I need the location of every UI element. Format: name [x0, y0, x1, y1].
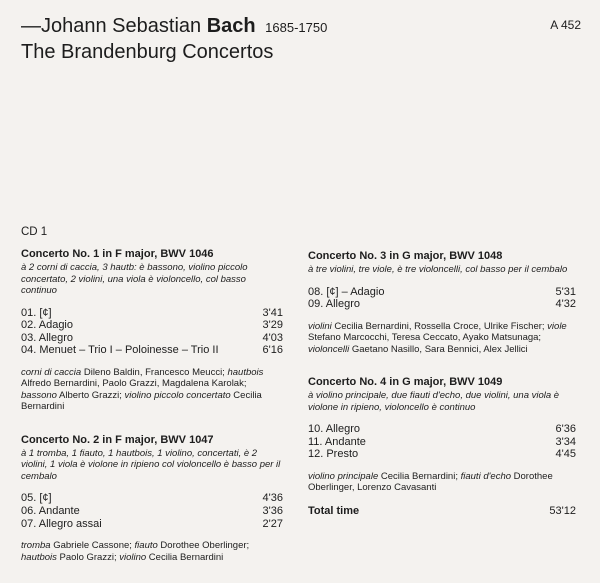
performer-names: Dorothee Oberlinger, Lorenzo Cavasanti: [308, 470, 553, 494]
performer-names: Cecilia Bernardini;: [378, 470, 461, 482]
performer-role: corni di caccia: [21, 366, 82, 378]
concerto-block: [21, 247, 283, 413]
performer-names: Cecilia Bernardini: [21, 389, 262, 413]
performer-names: Cecilia Bernardini: [146, 551, 224, 563]
composer-dates: 1685-1750: [265, 20, 328, 35]
performer-names: Dorothee Oberlinger;: [157, 540, 250, 552]
track-title: 05. [¢]: [21, 492, 52, 505]
track-row: [21, 319, 283, 332]
performer-role: fiauti d'echo: [460, 470, 512, 482]
track-list: [308, 423, 576, 461]
track-row: [308, 436, 576, 449]
track-row: [308, 298, 576, 311]
cd-label: CD 1: [21, 226, 48, 238]
performer-role: violino principale: [308, 470, 379, 482]
track-row: [21, 307, 283, 320]
performer-credits: [21, 367, 283, 413]
performer-role: tromba: [21, 540, 51, 552]
concerto-title: Concerto No. 4 in G major, BWV 1049: [308, 376, 503, 389]
track-title: 04. Menuet – Trio I – Poloinesse – Trio II: [21, 344, 219, 357]
performer-names: Stefano Marcocchi, Teresa Ceccato, Ayako Matsunaga;: [308, 332, 542, 344]
track-row: [21, 505, 283, 518]
track-duration: 4'45: [555, 448, 576, 461]
catalog-number: A 452: [550, 18, 581, 32]
concerto-block: [308, 249, 576, 355]
concerto-block: [308, 375, 576, 494]
performer-names: Cecilia Bernardini, Rossella Croce, Ulrike Fischer;: [331, 320, 548, 332]
track-title: 10. Allegro: [308, 423, 360, 436]
performer-role: violoncelli: [308, 343, 350, 355]
track-title: 03. Allegro: [21, 331, 73, 344]
track-duration: 5'31: [555, 285, 576, 298]
performer-names: Gabriele Cassone;: [50, 540, 135, 552]
performer-names: Alberto Grazzi;: [56, 389, 125, 401]
performer-names: Paolo Grazzi;: [56, 551, 120, 563]
track-duration: 4'03: [262, 331, 283, 344]
work-title: The Brandenburg Concertos: [21, 41, 274, 63]
total-time-row: [308, 505, 576, 517]
composer-prefix: —Johann Sebastian: [21, 15, 207, 37]
performer-role: violino: [119, 551, 147, 563]
total-time-label: Total time: [308, 505, 360, 517]
performer-credits: [308, 471, 576, 494]
track-title: 01. [¢]: [21, 306, 52, 319]
performer-role: bassono: [21, 389, 57, 401]
composer-line: [21, 14, 581, 40]
performer-names: Dileno Baldin, Francesco Meucci;: [81, 366, 228, 378]
performer-names: Gaetano Nasillo, Sara Bennici, Alex Jellici: [349, 343, 528, 355]
track-row: [21, 332, 283, 345]
performer-names: Alfredo Bernardini, Paolo Grazzi, Magdalena Karolak;: [21, 378, 247, 390]
track-row: [21, 344, 283, 357]
performer-credits: [308, 321, 576, 356]
left-column: [21, 247, 283, 583]
track-list: [21, 307, 283, 357]
track-duration: 4'36: [262, 492, 283, 505]
concerto-title: Concerto No. 3 in G major, BWV 1048: [308, 250, 503, 262]
track-row: [21, 492, 283, 505]
track-title: 02. Adagio: [21, 319, 73, 332]
concerto-scoring: à violino principale, due fiauti d'echo, due violini, una viola è violone in ripieno, violoncello è continuo: [308, 390, 560, 413]
track-title: 09. Allegro: [308, 298, 360, 311]
performer-role: hautbois: [227, 366, 264, 378]
track-row: [308, 448, 576, 461]
header: [21, 14, 581, 64]
concerto-title: Concerto No. 1 in F major, BWV 1046: [21, 248, 214, 260]
concerto-title: Concerto No. 2 in F major, BWV 1047: [21, 433, 214, 446]
track-title: 06. Andante: [21, 504, 80, 517]
track-duration: 4'32: [555, 298, 576, 311]
track-duration: 3'29: [262, 319, 283, 332]
concerto-scoring: à tre violini, tre viole, è tre violoncelli, col basso per il cembalo: [308, 264, 568, 275]
total-time-value: 53'12: [549, 505, 576, 517]
track-duration: 3'41: [262, 306, 283, 319]
track-row: [308, 286, 576, 299]
track-title: 07. Allegro assai: [21, 517, 102, 530]
concerto-scoring: à 2 corni di caccia, 3 hautb: è bassono, violino piccolo concertato, 2 violini, una viola è violoncello, col basso continuo: [21, 262, 248, 296]
concerto-scoring: à 1 tromba, 1 fiauto, 1 hautbois, 1 violino, concertati, è 2 violini, 1 viola è violone in ripieno col violoncello è basso per il cembalo: [21, 447, 281, 482]
track-duration: 3'36: [262, 504, 283, 517]
track-duration: 6'36: [555, 423, 576, 436]
track-list: [308, 286, 576, 311]
performer-role: violini: [308, 320, 332, 332]
composer-last-name: Bach: [206, 15, 256, 37]
right-column: [308, 249, 576, 514]
track-row: [308, 423, 576, 436]
track-title: 11. Andante: [308, 435, 366, 448]
performer-role: violino piccolo concertato: [124, 389, 231, 401]
track-duration: 3'34: [555, 435, 576, 448]
track-duration: 2'27: [262, 517, 283, 530]
track-title: 08. [¢] – Adagio: [308, 285, 385, 298]
track-row: [21, 518, 283, 531]
performer-role: fiauto: [134, 540, 158, 552]
track-title: 12. Presto: [308, 448, 359, 461]
performer-role: hautbois: [21, 551, 57, 563]
track-list: [21, 492, 283, 530]
track-duration: 6'16: [262, 344, 283, 357]
performer-role: viole: [547, 320, 567, 332]
